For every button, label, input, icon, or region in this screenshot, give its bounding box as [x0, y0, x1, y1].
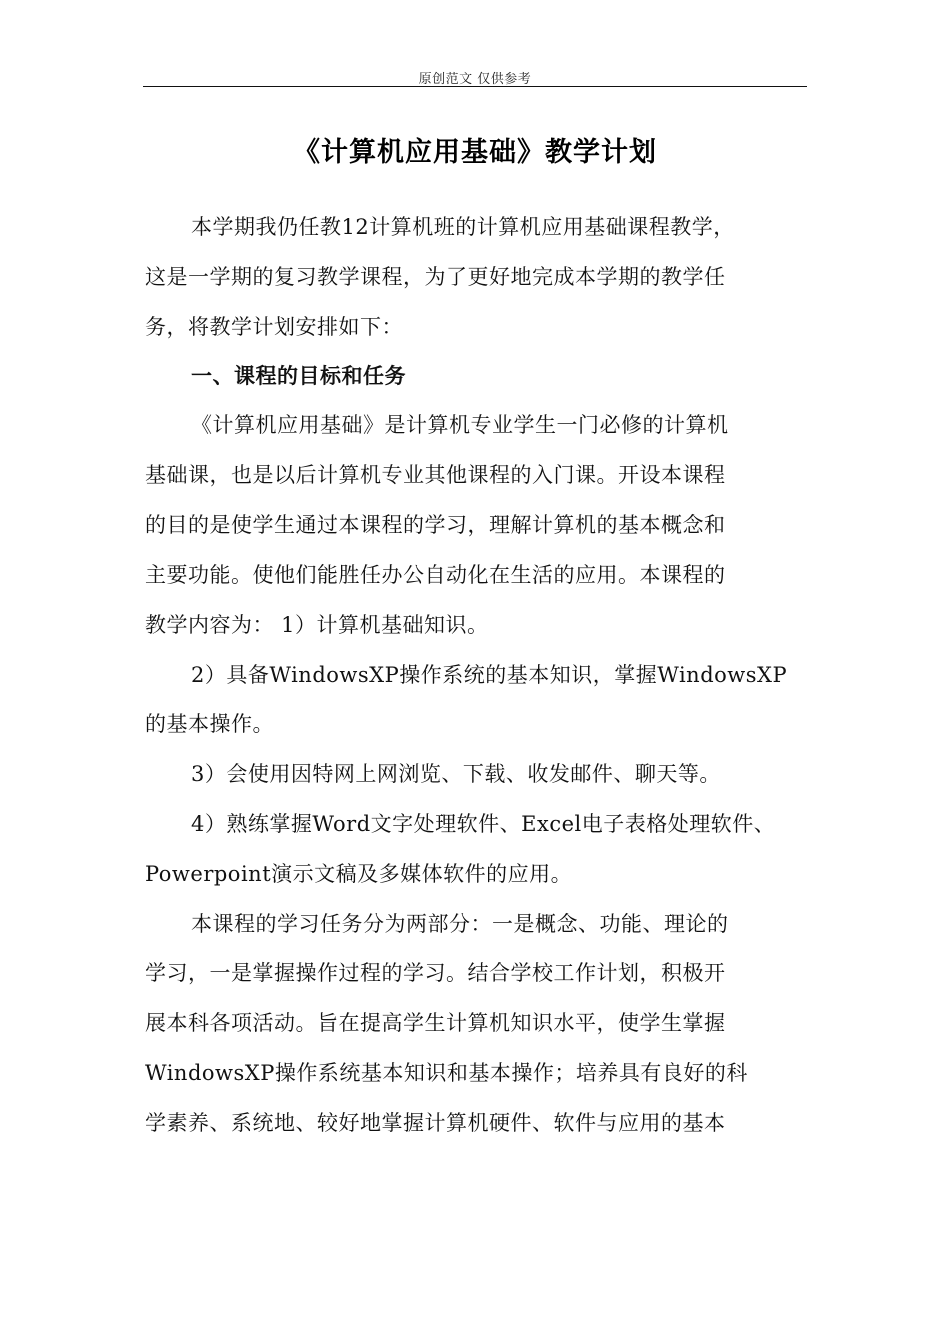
page-header-text: 原创范文 仅供参考	[418, 72, 532, 87]
list-item: 4）熟练掌握Word文字处理软件、Excel电子表格处理软件、	[191, 812, 776, 836]
body-line: 本课程的学习任务分为两部分：一是概念、功能、理论的	[191, 912, 729, 936]
body-line: 学习，一是掌握操作过程的学习。结合学校工作计划，积极开	[145, 961, 726, 985]
body-line: 《计算机应用基础》是计算机专业学生一门必修的计算机	[191, 413, 729, 437]
list-item: 2）具备WindowsXP操作系统的基本知识，掌握WindowsXP	[191, 663, 788, 687]
body-line: Powerpoint演示文稿及多媒体软件的应用。	[145, 862, 573, 886]
body-line: 的基本操作。	[145, 712, 274, 736]
body-line: 教学内容为： 1）计算机基础知识。	[145, 613, 489, 637]
list-item: 3）会使用因特网上网浏览、下载、收发邮件、聊天等。	[191, 762, 721, 786]
body-line: 本学期我仍任教12计算机班的计算机应用基础课程教学，	[191, 215, 735, 239]
document-title: 《计算机应用基础》教学计划	[293, 137, 657, 168]
body-line: WindowsXP操作系统基本知识和基本操作；培养具有良好的科	[145, 1061, 748, 1085]
header-divider	[143, 86, 807, 87]
body-line: 务，将教学计划安排如下：	[145, 315, 403, 339]
body-line: 主要功能。使他们能胜任办公自动化在生活的应用。本课程的	[145, 563, 726, 587]
section-heading: 一、课程的目标和任务	[191, 363, 406, 388]
body-line: 基础课，也是以后计算机专业其他课程的入门课。开设本课程	[145, 463, 726, 487]
body-line: 展本科各项活动。旨在提高学生计算机知识水平，使学生掌握	[145, 1011, 726, 1035]
body-line: 学素养、系统地、较好地掌握计算机硬件、软件与应用的基本	[145, 1111, 726, 1135]
body-line: 的目的是使学生通过本课程的学习，理解计算机的基本概念和	[145, 513, 726, 537]
body-line: 这是一学期的复习教学课程，为了更好地完成本学期的教学任	[145, 265, 726, 289]
